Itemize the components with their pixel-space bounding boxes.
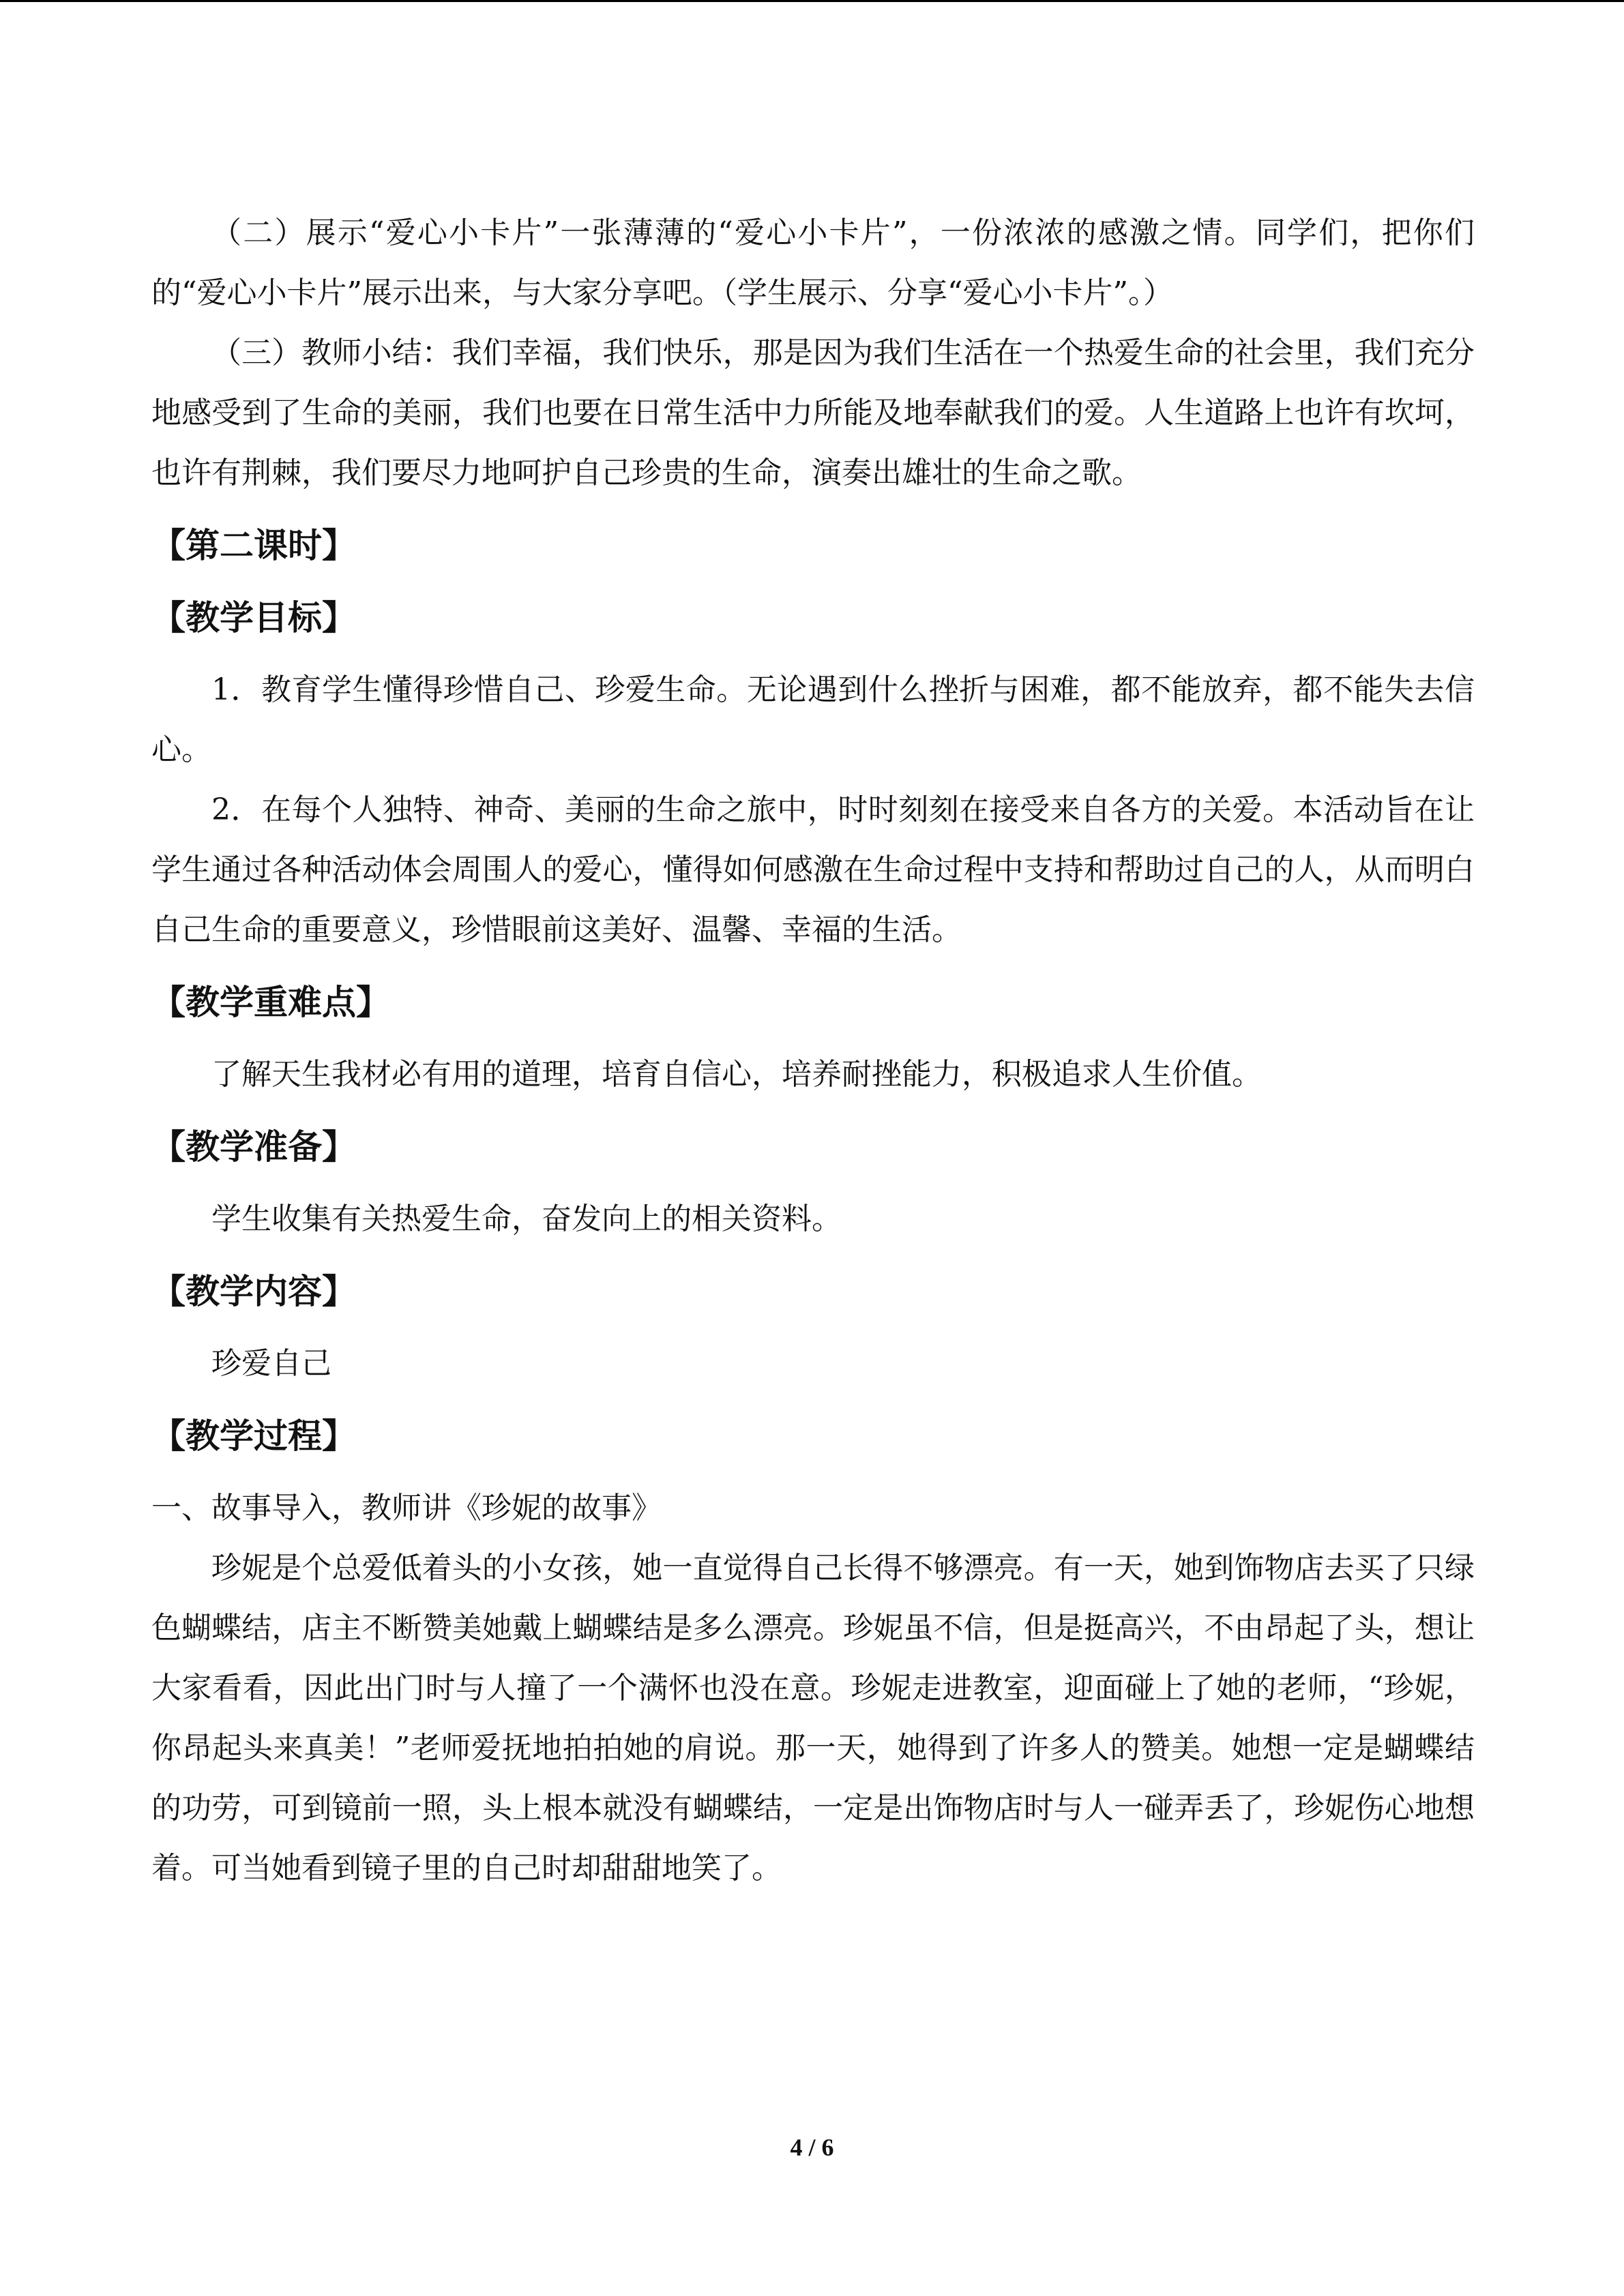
step-1-title: 一、故事导入，教师讲《珍妮的故事》 bbox=[151, 1491, 662, 1525]
heading-second-lesson: 【第二课时】 bbox=[151, 526, 356, 565]
heading-teaching-content: 【教学内容】 bbox=[151, 1272, 356, 1311]
paragraph-teacher-summary: （三）教师小结：我们幸福，我们快乐，那是因为我们生活在一个热爱生命的社会里，我们充分地感受到了生命的美丽，我们也要在日常生活中力所能及地奉献我们的爱。人生道路上也许有坎坷，也许有荆棘，我们要尽力地呵护自己珍贵的生命，演奏出雄壮的生命之歌。 bbox=[151, 336, 1475, 490]
page-number: 4 / 6 bbox=[790, 2134, 834, 2161]
teaching-content-text: 珍爱自己 bbox=[211, 1346, 331, 1381]
heading-preparation: 【教学准备】 bbox=[151, 1127, 356, 1167]
heading-key-points: 【教学重难点】 bbox=[151, 983, 390, 1022]
heading-teaching-process: 【教学过程】 bbox=[151, 1416, 356, 1456]
key-points-text: 了解天生我材必有用的道理，培育自信心，培养耐挫能力，积极追求人生价值。 bbox=[211, 1057, 1262, 1092]
top-border-line bbox=[0, 0, 1624, 2]
goal-item-2: 2．在每个人独特、神奇、美丽的生命之旅中，时时刻刻在接受来自各方的关爱。本活动旨在让学生通过各种活动体会周围人的爱心，懂得如何感激在生命过程中支持和帮助过自己的人，从而明白自己生命的重要意义，珍惜眼前这美好、温馨、幸福的生活。 bbox=[151, 792, 1475, 947]
story-paragraph: 珍妮是个总爱低着头的小女孩，她一直觉得自己长得不够漂亮。有一天，她到饰物店去买了只绿色蝴蝶结，店主不断赞美她戴上蝴蝶结是多么漂亮。珍妮虽不信，但是挺高兴，不由昂起了头，想让大家看看，因此出门时与人撞了一个满怀也没在意。珍妮走进教室，迎面碰上了她的老师，“珍妮，你昂起头来真美！”老师爱抚地拍拍她的肩说。那一天，她得到了许多人的赞美。她想一定是蝴蝶结的功劳，可到镜前一照，头上根本就没有蝴蝶结，一定是出饰物店时与人一碰弄丢了，珍妮伤心地想着。可当她看到镜子里的自己时却甜甜地笑了。 bbox=[151, 1551, 1475, 1885]
paragraph-love-card: （二）展示“爱心小卡片”一张薄薄的“爱心小卡片”，一份浓浓的感激之情。同学们，把你们的“爱心小卡片”展示出来，与大家分享吧。（学生展示、分享“爱心小卡片”。） bbox=[151, 215, 1475, 310]
goal-item-1: 1．教育学生懂得珍惜自己、珍爱生命。无论遇到什么挫折与困难，都不能放弃，都不能失去信心。 bbox=[151, 672, 1475, 767]
heading-teaching-goals: 【教学目标】 bbox=[151, 598, 356, 638]
preparation-text: 学生收集有关热爱生命，奋发向上的相关资料。 bbox=[211, 1202, 842, 1236]
document-page bbox=[151, 203, 1475, 1898]
